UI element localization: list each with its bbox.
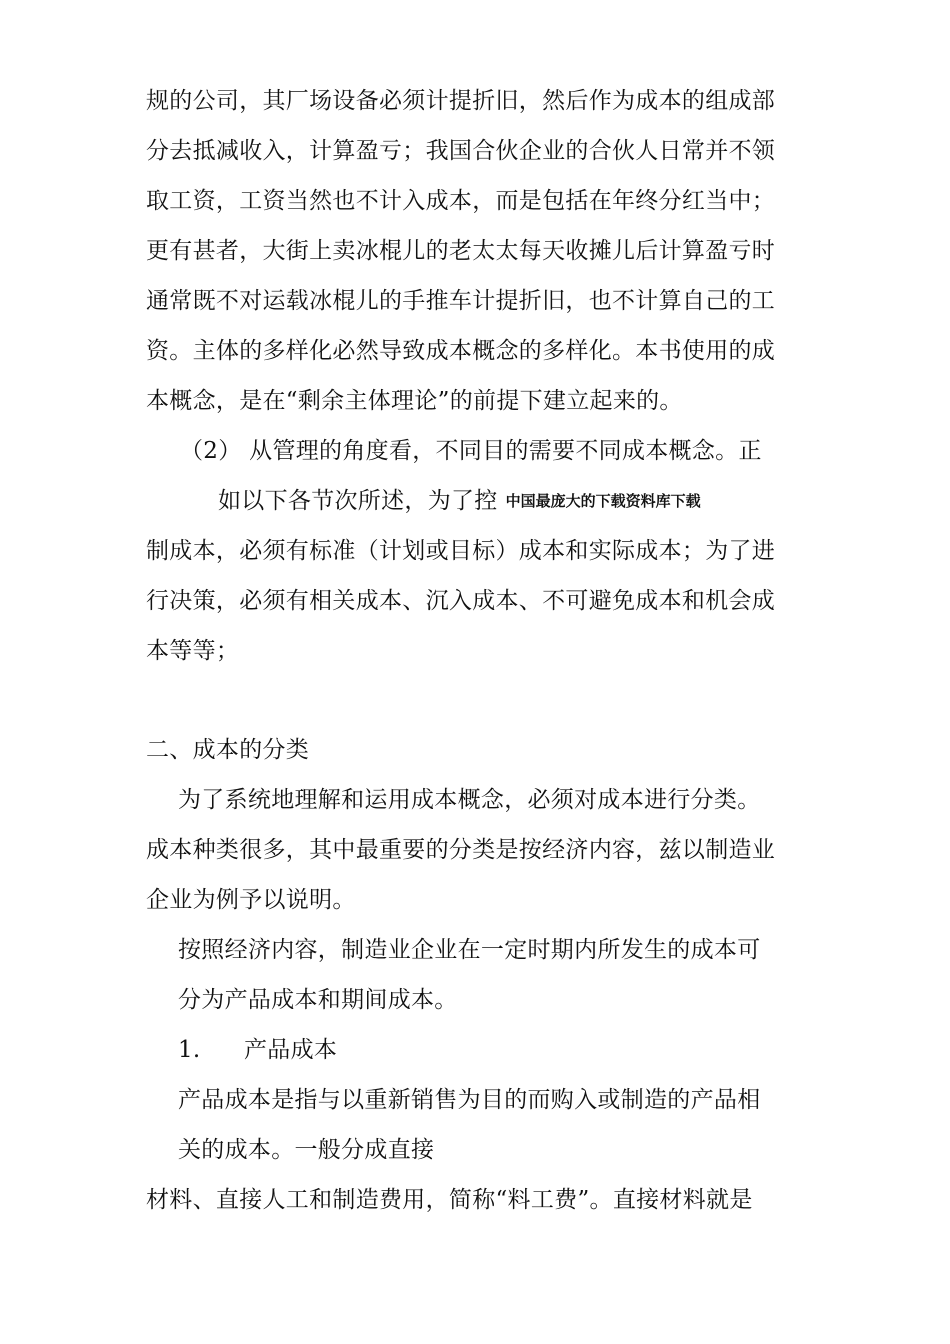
paragraph-line: 为了系统地理解和运用成本概念，必须对成本进行分类。 [178,787,761,813]
paragraph-line: 成本种类很多，其中最重要的分类是按经济内容，兹以制造业 [146,837,776,863]
paragraph-line: （2） 从管理的角度看，不同目的需要不同成本概念。正 [180,438,762,464]
paragraph-line: 资。主体的多样化必然导致成本概念的多样化。本书使用的成 [146,338,776,364]
paragraph-line: 分去抵减收入，计算盈亏；我国合伙企业的合伙人日常并不领 [146,138,776,164]
paragraph-line: 本概念，是在“剩余主体理论”的前提下建立起来的。 [146,388,683,414]
paragraph-text: 如以下各节次所述，为了控 [218,488,498,514]
paragraph-line: 取工资，工资当然也不计入成本，而是包括在年终分红当中； [146,188,776,214]
paragraph-line: 材料、直接人工和制造费用，简称“料工费”。直接材料就是 [146,1187,753,1213]
paragraph-line: 通常既不对运载冰棍儿的手推车计提折旧，也不计算自己的工 [146,288,776,314]
paragraph-line: 产品成本是指与以重新销售为目的而购入或制造的产品相 [178,1087,761,1113]
paragraph-line [218,486,701,516]
paragraph-line: 本等等； [146,638,240,664]
list-item-title: 产品成本 [244,1037,338,1063]
paragraph-line: 按照经济内容，制造业企业在一定时期内所发生的成本可 [178,937,761,963]
paragraph-line: 规的公司，其厂场设备必须计提折旧，然后作为成本的组成部 [146,88,776,114]
paragraph-line: 分为产品成本和期间成本。 [178,987,458,1013]
paragraph-line: 企业为例予以说明。 [146,887,356,913]
list-item-heading [178,1035,337,1065]
section-heading: 二、成本的分类 [146,737,310,763]
watermark-text: 中国最庞大的下载资料库下载 [505,492,701,510]
paragraph-line: 行决策，必须有相关成本、沉入成本、不可避免成本和机会成 [146,588,776,614]
paragraph-line: 制成本，必须有标准（计划或目标）成本和实际成本；为了进 [146,538,776,564]
list-item-number: 1. [178,1037,201,1063]
paragraph-line: 关的成本。一般分成直接 [178,1137,435,1163]
paragraph-line: 更有甚者，大街上卖冰棍儿的老太太每天收摊儿后计算盈亏时 [146,238,776,264]
